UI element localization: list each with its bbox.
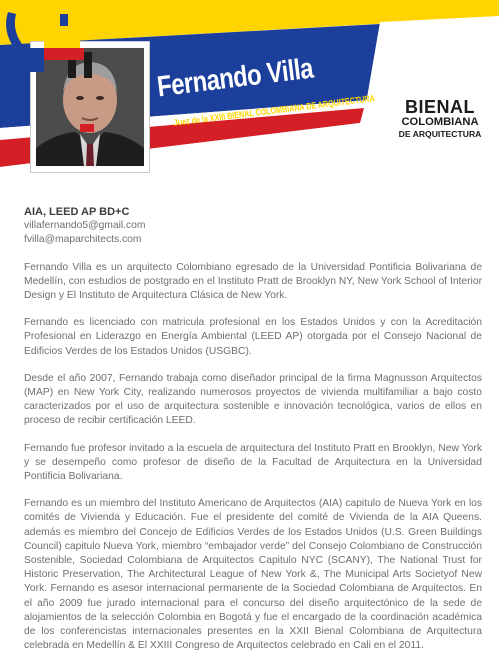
logo-line-1: BIENAL: [405, 97, 475, 117]
bio-paragraph-memberships: Fernando es un miembro del Instituto Americano de Arquitectos (AIA) capitulo de Nueva York en los comités de Vivienda y Educación. Fue el presidente del comité de Vivienda de la AIA Queens. además es miembro del Concejo de Edificios Verdes de los Estados Unidos (U.S. Green Buildings Council) capitulo Nueva York, miembro “embajador verde” del Consejo Colombiano de Construcción Sostenible, Sociedad Colombiana de Arquitectos Capitulo NYC (SCANY), The National Trust for Historic Preservation, The Architectural League of New York &, The Municipal Arts Societyof New York. Fernando es asesor internacional permanente de la Sociedad Colombiana de Arquitectos. En el año 2009 fue jurado internacional para el concurso del diseño arquitectónico de la sede de alojamientos de la selección Colombia en Bogotá y fue el encargado de la coordinación académica de los conferencistas internacionales presentes en la XXII Bienal Colombiana de Arquitectura celebrada en Medellín & El XXIII Congreso de Arquitectos celebrado en Cali en el 2011.: [24, 498, 482, 652]
person-name: Fernando Villa: [155, 52, 315, 104]
bio-paragraph-career: Desde el año 2007, Fernando trabaja como diseñador principal de la firma Magnusson Arquitectos (MAP) en New York City, realizando numerosos proyectos de vivienda multifamiliar a bajo costo caracterizados por el uso de arquitectura sostenible e innovación tecnológica, varios de ellos en proceso de recibir certificación LEED.: [24, 372, 482, 427]
logo-line-2: COLOMBIANA: [401, 116, 479, 128]
jury-subtitle: Juez de la XXIII BIENAL COLOMBIANA DE ARQUITECTURA: [173, 93, 376, 128]
bio-paragraph-teaching: Fernando fue profesor invitado a la escuela de arquitectura del Instituto Pratt en Brooklyn, New York y se desempeño como profesor de diseño de la Facultad de Arquitectura en la Universidad Pontificia Bolivariana.: [24, 442, 482, 483]
bio-paragraph-education: Fernando Villa es un arquitecto Colombiano egresado de la Universidad Pontificia Bolivariana de Medellín, con estudios de postgrado en el Instituto Pratt de Brooklyn NY, New York School of Interior Design y El Instituto de Arquitectura Clásica de New York.: [24, 261, 482, 302]
bio-content: [24, 205, 482, 653]
header-banner: [0, 0, 499, 185]
bienal-logo-graphic: [0, 0, 100, 156]
credentials: AIA, LEED AP BD+C: [24, 206, 130, 218]
email-secondary[interactable]: fvilla@maparchitects.com: [24, 234, 142, 246]
email-primary[interactable]: villafernando5@gmail.com: [24, 220, 146, 232]
bio-paragraph-licensing: Fernando es licenciado con matricula profesional en los Estados Unidos y con la Acreditación Profesional en Liderazgo en Energía Ambiental (LEED AP) otorgada por el Consejo Nacional de Edificios Verdes de los Estados Unidos (USGBC).: [24, 317, 482, 357]
logo-line-3: DE ARQUITECTURA: [398, 129, 482, 139]
